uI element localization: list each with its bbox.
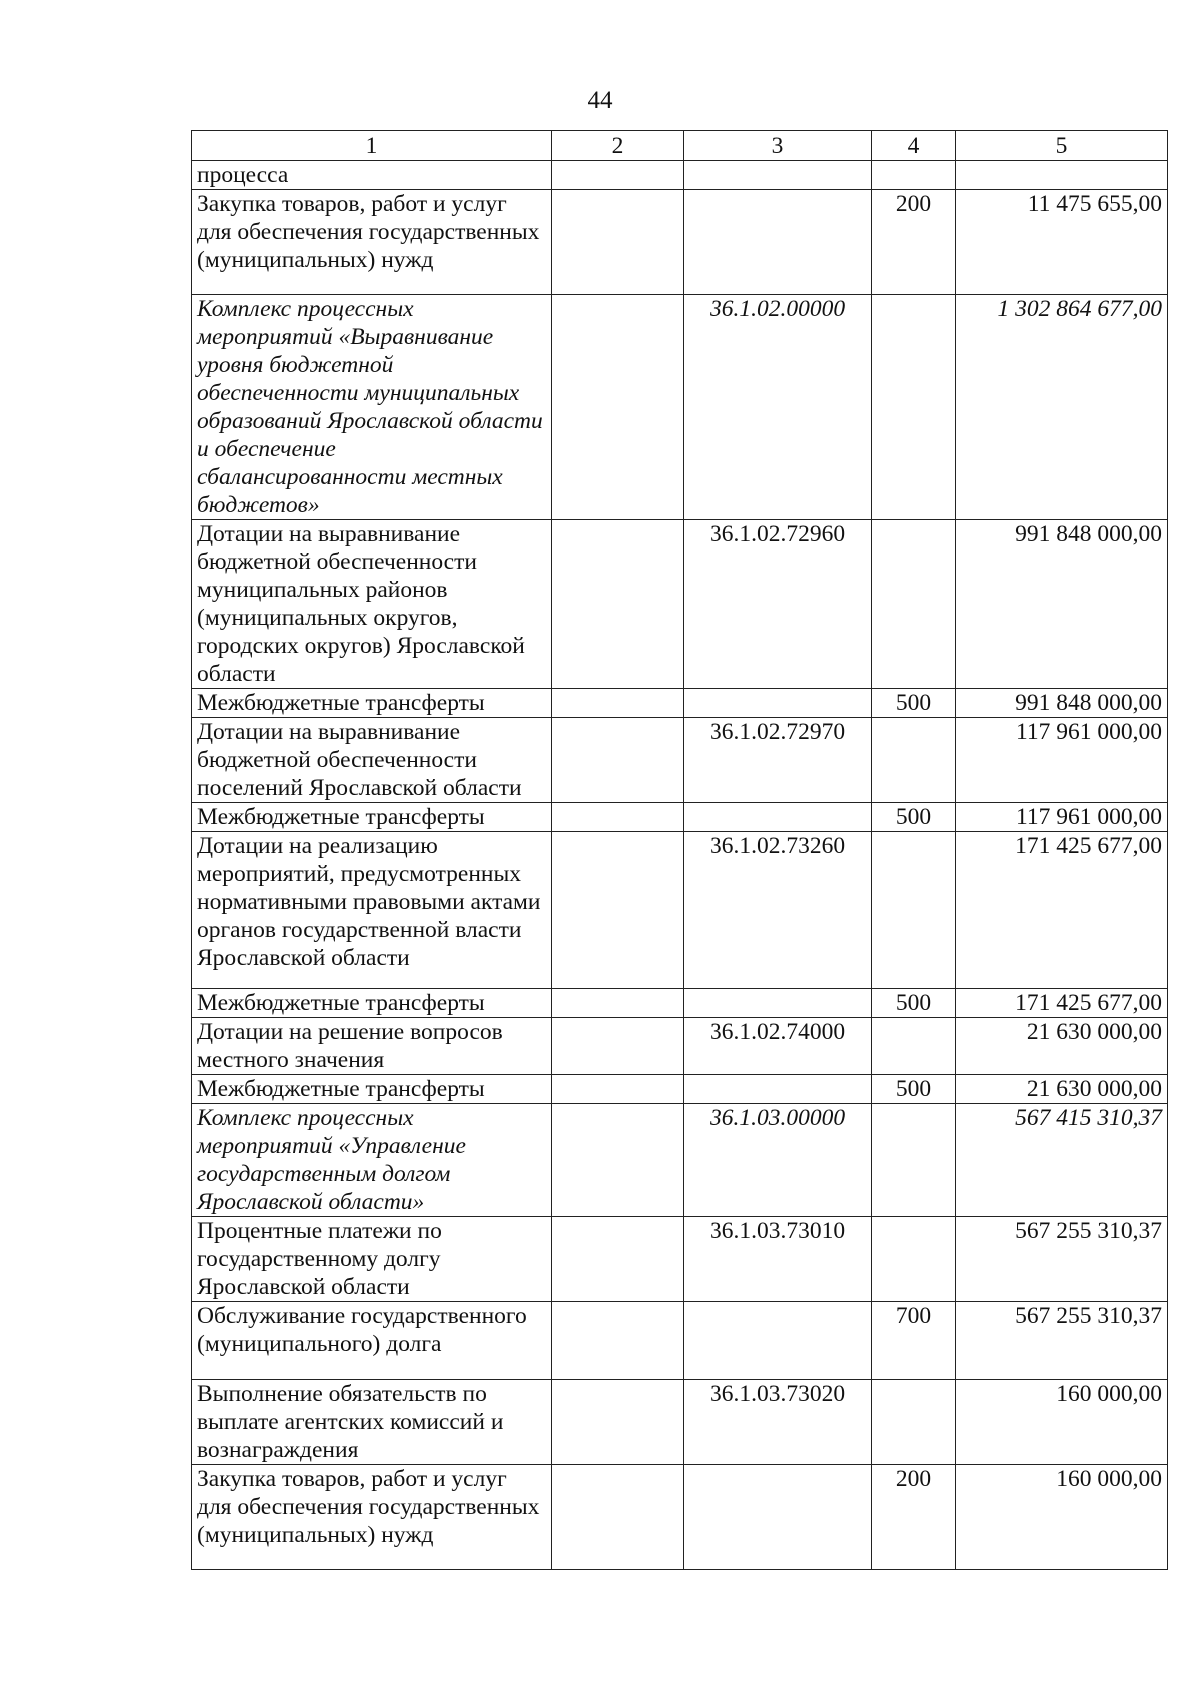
page-number: 44: [587, 87, 613, 114]
table-row: [192, 1465, 1168, 1570]
header-col-4: 4: [872, 131, 956, 161]
table-row: [192, 295, 1168, 520]
row-code: [684, 1075, 872, 1104]
table-row: [192, 161, 1168, 190]
row-name: процесса: [192, 161, 552, 190]
row-code: 36.1.02.72970: [684, 718, 872, 803]
row-code: [684, 689, 872, 718]
row-col2: [552, 832, 684, 989]
row-name: Процентные платежи по государственному долгу Ярославской области: [192, 1217, 552, 1302]
row-expense-type: 500: [872, 1075, 956, 1104]
row-amount: 21 630 000,00: [956, 1075, 1168, 1104]
row-name: Дотации на реализацию мероприятий, предусмотренных нормативными правовыми актами органов государственной власти Ярославской области: [192, 832, 552, 989]
row-expense-type: [872, 718, 956, 803]
row-col2: [552, 161, 684, 190]
row-amount: 171 425 677,00: [956, 989, 1168, 1018]
row-expense-type: [872, 161, 956, 190]
row-amount: 117 961 000,00: [956, 803, 1168, 832]
table-header-row: [192, 131, 1168, 161]
table-row: [192, 1302, 1168, 1380]
row-expense-type: [872, 1018, 956, 1075]
row-name: Обслуживание государственного (муниципального) долга: [192, 1302, 552, 1380]
row-col2: [552, 689, 684, 718]
table-row: [192, 689, 1168, 718]
row-code: [684, 1302, 872, 1380]
row-col2: [552, 1075, 684, 1104]
row-code: [684, 161, 872, 190]
row-name: Дотации на выравнивание бюджетной обеспеченности муниципальных районов (муниципальных округов, городских округов) Ярославской области: [192, 520, 552, 689]
table-row: [192, 1018, 1168, 1075]
row-expense-type: 200: [872, 190, 956, 295]
row-amount: 567 415 310,37: [956, 1104, 1168, 1217]
row-code: [684, 1465, 872, 1570]
row-name: Межбюджетные трансферты: [192, 1075, 552, 1104]
row-code: 36.1.02.00000: [684, 295, 872, 520]
table-row: [192, 190, 1168, 295]
row-amount: 160 000,00: [956, 1465, 1168, 1570]
row-code: 36.1.02.72960: [684, 520, 872, 689]
row-name: Межбюджетные трансферты: [192, 803, 552, 832]
row-amount: 567 255 310,37: [956, 1217, 1168, 1302]
table-row: [192, 803, 1168, 832]
row-col2: [552, 190, 684, 295]
row-name: Закупка товаров, работ и услуг для обеспечения государственных (муниципальных) нужд: [192, 1465, 552, 1570]
row-name: Дотации на решение вопросов местного значения: [192, 1018, 552, 1075]
row-name: Комплекс процессных мероприятий «Выравнивание уровня бюджетной обеспеченности муниципальных образований Ярославской области и обеспечение сбалансированности местных бюджетов»: [192, 295, 552, 520]
row-amount: 171 425 677,00: [956, 832, 1168, 989]
row-name: Межбюджетные трансферты: [192, 689, 552, 718]
row-code: [684, 989, 872, 1018]
header-col-3: 3: [684, 131, 872, 161]
row-name: Межбюджетные трансферты: [192, 989, 552, 1018]
table-row: [192, 520, 1168, 689]
row-expense-type: 500: [872, 689, 956, 718]
row-amount: 991 848 000,00: [956, 689, 1168, 718]
row-code: 36.1.02.74000: [684, 1018, 872, 1075]
row-amount: 1 302 864 677,00: [956, 295, 1168, 520]
table-row: [192, 1075, 1168, 1104]
row-expense-type: [872, 1217, 956, 1302]
row-expense-type: 200: [872, 1465, 956, 1570]
row-expense-type: 700: [872, 1302, 956, 1380]
row-amount: 11 475 655,00: [956, 190, 1168, 295]
row-col2: [552, 989, 684, 1018]
table-row: [192, 1217, 1168, 1302]
row-code: 36.1.02.73260: [684, 832, 872, 989]
row-expense-type: 500: [872, 989, 956, 1018]
row-col2: [552, 1380, 684, 1465]
row-code: [684, 803, 872, 832]
row-expense-type: [872, 520, 956, 689]
row-code: [684, 190, 872, 295]
row-col2: [552, 1018, 684, 1075]
row-code: 36.1.03.73010: [684, 1217, 872, 1302]
row-code: 36.1.03.73020: [684, 1380, 872, 1465]
table-row: [192, 832, 1168, 989]
header-col-2: 2: [552, 131, 684, 161]
row-col2: [552, 1217, 684, 1302]
row-amount: 567 255 310,37: [956, 1302, 1168, 1380]
row-amount: [956, 161, 1168, 190]
row-col2: [552, 1302, 684, 1380]
row-col2: [552, 1104, 684, 1217]
row-name: Дотации на выравнивание бюджетной обеспеченности поселений Ярославской области: [192, 718, 552, 803]
row-col2: [552, 520, 684, 689]
row-name: Комплекс процессных мероприятий «Управление государственным долгом Ярославской области»: [192, 1104, 552, 1217]
table-row: [192, 989, 1168, 1018]
row-amount: 991 848 000,00: [956, 520, 1168, 689]
budget-table: [191, 130, 1168, 1570]
row-expense-type: [872, 832, 956, 989]
row-name: Выполнение обязательств по выплате агентских комиссий и вознаграждения: [192, 1380, 552, 1465]
header-col-5: 5: [956, 131, 1168, 161]
row-name: Закупка товаров, работ и услуг для обеспечения государственных (муниципальных) нужд: [192, 190, 552, 295]
row-amount: 160 000,00: [956, 1380, 1168, 1465]
row-col2: [552, 803, 684, 832]
row-amount: 21 630 000,00: [956, 1018, 1168, 1075]
row-code: 36.1.03.00000: [684, 1104, 872, 1217]
row-amount: 117 961 000,00: [956, 718, 1168, 803]
row-col2: [552, 295, 684, 520]
row-col2: [552, 1465, 684, 1570]
row-expense-type: [872, 1104, 956, 1217]
header-col-1: 1: [192, 131, 552, 161]
row-expense-type: 500: [872, 803, 956, 832]
table-row: [192, 1104, 1168, 1217]
row-expense-type: [872, 1380, 956, 1465]
row-expense-type: [872, 295, 956, 520]
table-row: [192, 1380, 1168, 1465]
table-row: [192, 718, 1168, 803]
row-col2: [552, 718, 684, 803]
